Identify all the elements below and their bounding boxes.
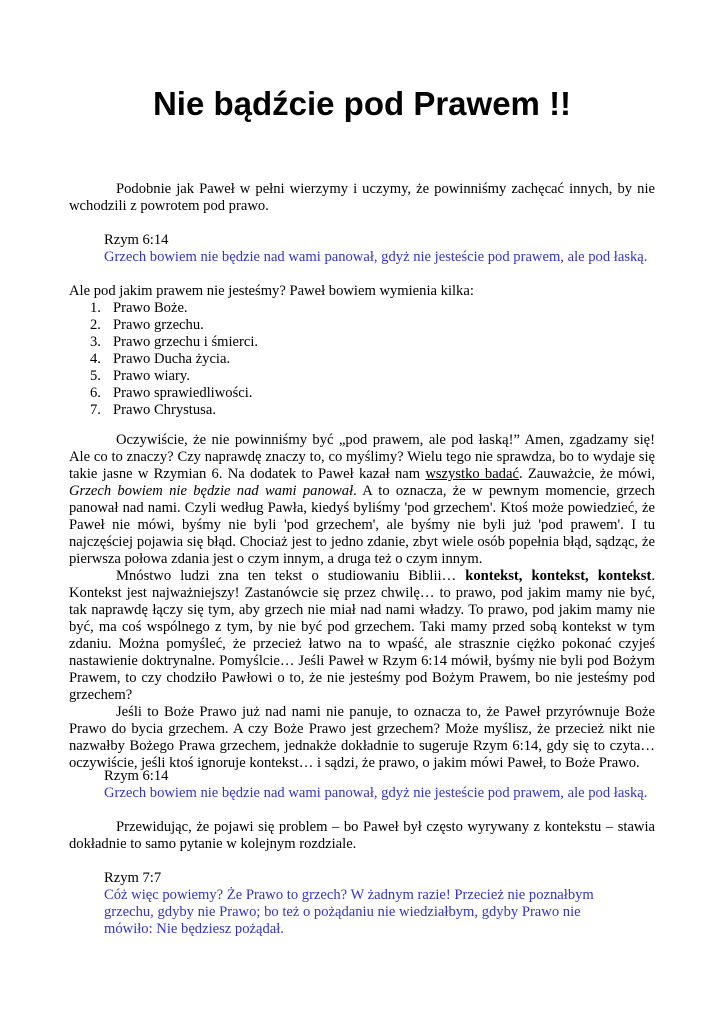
list-number: 2. — [90, 317, 101, 333]
verse-reference: Rzym 7:7 — [104, 870, 162, 886]
body-paragraph-3: Jeśli to Boże Prawo już nad nami nie panuje, to oznacza to, że Paweł przyrównuje Boże Prawo do bycia grzechem. A czy Boże Prawo jest grzechem? Może myślisz, że przecież nikt nie nazwałby Bożego Prawa grzechem, jednakże dokładnie to sugeruje Rzym 6:14, gdy się to czyta… oczywiście, jeśli ktoś ignoruje kontekst… i sądzi, że prawo, o jakim mówi Paweł, to Boże Prawo. — [69, 704, 655, 771]
list-item — [69, 385, 655, 402]
main-body — [69, 432, 655, 772]
list-item-label: Prawo grzechu. — [113, 317, 204, 333]
list-item-label: Prawo Ducha życia. — [113, 351, 231, 367]
list-item — [69, 402, 655, 419]
list-number: 7. — [90, 402, 101, 418]
list-number: 4. — [90, 351, 101, 367]
underlined-phrase: wszystko badać — [425, 466, 519, 482]
list-item-label: Prawo sprawiedliwości. — [113, 385, 253, 401]
intro-section — [69, 181, 655, 215]
text-run: . Zauważcie, że mówi, — [518, 466, 656, 482]
laws-list — [69, 300, 655, 419]
list-intro: Ale pod jakim prawem nie jesteśmy? Paweł bowiem wymienia kilka: — [69, 283, 474, 299]
body-paragraph-2 — [69, 568, 655, 704]
list-number: 5. — [90, 368, 101, 384]
verse-reference: Rzym 6:14 — [104, 232, 169, 248]
list-item — [69, 300, 655, 317]
laws-section — [69, 283, 655, 419]
list-item-label: Prawo Boże. — [113, 300, 188, 316]
verse-reference: Rzym 6:14 — [104, 768, 169, 784]
list-item — [69, 368, 655, 385]
text-run: . A to oznacza, że w pewnym momencie, grzech panował nad nami. Czyli według Pawła, kiedyś byliśmy 'pod grzechem'. Ktoś może powiedzieć, że Paweł nie mówi, byśmy nie byli 'pod grzechem', ale byśmy nie byli już 'pod prawem'. I tu najczęściej pojawia się błąd. Chociaż jest to jedno zdanie, zbyt wiele osób popełnia błąd, sądząc, że pierwsza połowa zdania jest o czym innym, a druga też o czym innym. — [69, 483, 655, 567]
verse-quote-3 — [69, 870, 655, 938]
verse-quote-1 — [69, 232, 655, 266]
list-item-label: Prawo wiary. — [113, 368, 190, 384]
list-item — [69, 317, 655, 334]
body-paragraph-1 — [69, 432, 655, 568]
verse-quote-2 — [69, 768, 655, 802]
italic-quote: Grzech bowiem nie będzie nad wami panował — [69, 483, 354, 499]
list-number: 1. — [90, 300, 101, 316]
verse-text: Cóż więc powiemy? Że Prawo to grzech? W żadnym razie! Przecież nie poznałbym grzechu, gdyby nie Prawo; bo też o pożądaniu nie wiedziałbym, gdyby Prawo nie mówiło: Nie będziesz pożądał. — [104, 887, 594, 937]
list-item — [69, 351, 655, 368]
intro-paragraph: Podobnie jak Paweł w pełni wierzymy i uczymy, że powinniśmy zachęcać innych, by nie wchodzili z powrotem pod prawo. — [69, 181, 655, 214]
text-run: Oczywiście, że nie powinniśmy być „pod prawem, ale pod łaską!” Amen, zgadzamy się! Ale co to znaczy? Czy naprawdę znaczy to, co myślimy? Wielu tego nie sprawdza, bo to wydaje się takie jasne w Rzymian 6. Na dodatek to Paweł kazał nam — [69, 432, 655, 482]
closing-section — [69, 819, 655, 853]
page-title: Nie bądźcie pod Prawem !! — [152, 85, 572, 122]
text-run: . Kontekst jest najważniejszy! Zastanówcie się przez chwilę… to prawo, pod jakim mamy nie być, tak naprawdę łączy się tym, aby grzech nie miał nad nami władzy. To prawo, pod jakim mamy nie być, ma coś wspólnego z tym, by nie być pod grzechem. Taki mamy przed sobą kontekst w tym zdaniu. Można pomyśleć, że przecież łatwo na to wpaść, ale strasznie ciężko pokonać czyjeś nastawienie doktrynalne. Pomyślcie… Jeśli Paweł w Rzym 6:14 mówił, byśmy nie byli pod Bożym Prawem, to czy chodziło Pawłowi o to, że nie jesteśmy pod Bożym Prawem, bo nie jesteśmy pod grzechem? — [69, 568, 655, 703]
verse-text: Grzech bowiem nie będzie nad wami panował, gdyż nie jesteście pod prawem, ale pod łaską. — [104, 785, 648, 801]
list-number: 3. — [90, 334, 101, 350]
list-item — [69, 334, 655, 351]
verse-text: Grzech bowiem nie będzie nad wami panował, gdyż nie jesteście pod prawem, ale pod łaską. — [104, 249, 648, 265]
list-item-label: Prawo grzechu i śmierci. — [113, 334, 259, 350]
text-run: Mnóstwo ludzi zna ten tekst o studiowaniu Biblii… — [116, 568, 466, 584]
list-number: 6. — [90, 385, 101, 401]
body-paragraph-4: Przewidując, że pojawi się problem – bo Paweł był często wyrywany z kontekstu – stawia dokładnie to samo pytanie w kolejnym rozdziale. — [69, 819, 655, 852]
list-item-label: Prawo Chrystusa. — [113, 402, 216, 418]
bold-phrase: kontekst, kontekst, kontekst — [465, 568, 652, 584]
